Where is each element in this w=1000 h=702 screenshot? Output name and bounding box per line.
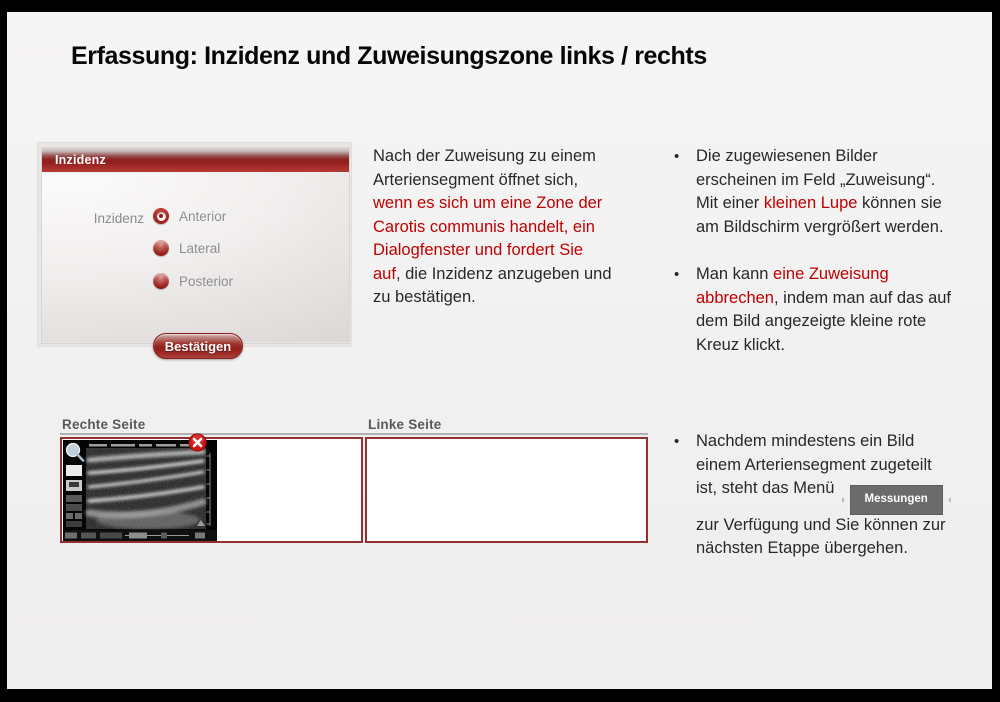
messungen-menu-label: Messungen: [864, 493, 928, 505]
bullet-marker: •: [674, 148, 680, 165]
text-segment-red: wenn es sich um eine Zone der: [373, 194, 603, 212]
text-line: [373, 286, 673, 310]
text-segment: erscheinen im Feld „Zuweisung“.: [696, 170, 936, 189]
text-segment: Nach der Zuweisung zu einem: [373, 147, 596, 165]
text-segment: am Bildschirm vergrößert werden.: [696, 217, 944, 236]
text-segment-red: kleinen Lupe: [763, 194, 858, 212]
toolbar-button: [100, 533, 122, 539]
radio-posterior[interactable]: [153, 273, 169, 289]
dialog-titlebar: [42, 148, 349, 173]
zone-header-underline: [60, 433, 648, 435]
text-segment: einem Arteriensegment zugeteilt: [696, 455, 932, 474]
text-line: [696, 216, 984, 240]
text-line: [696, 169, 984, 193]
text-line: [696, 192, 984, 216]
text-segment: ist, steht das Menü: [696, 479, 835, 497]
text-segment-red: eine Zuweisung: [773, 265, 889, 283]
bullet-item-cancel-assignment: [672, 263, 984, 357]
text-segment: können sie: [857, 194, 942, 212]
text-line: [696, 310, 984, 334]
text-segment: , indem man auf das auf: [773, 288, 952, 307]
radio-posterior-label: Posterior: [179, 273, 234, 289]
bullet-item-measurements-menu: [672, 430, 984, 561]
text-line: [696, 263, 984, 287]
text-segment: Die zugewiesenen Bilder: [696, 147, 878, 165]
option-row-lateral: [153, 239, 220, 257]
text-segment: Man kann: [696, 265, 774, 283]
option-row-posterior: [153, 272, 233, 290]
text-line: [373, 192, 673, 216]
disk-label: [69, 482, 79, 487]
incidence-dialog: [41, 147, 350, 354]
confirm-button[interactable]: [153, 333, 243, 359]
messungen-menu-button[interactable]: [851, 486, 942, 514]
radio-anterior[interactable]: [153, 208, 169, 224]
text-segment: dem Bild angezeigte kleine rote: [696, 312, 927, 330]
toolbar-button: [66, 513, 73, 519]
text-segment-red: Dialogfenster und fordert Sie: [373, 241, 584, 259]
text-line: [373, 263, 673, 287]
menu-arrow-right-icon: [945, 497, 951, 503]
incidence-dialog-screenshot: [38, 143, 351, 354]
ultrasound-thumbnail[interactable]: [63, 440, 217, 541]
text-segment: Mit einer: [696, 194, 764, 212]
right-side-header: Rechte Seite: [62, 417, 146, 432]
text-segment-red: abbrechen: [696, 288, 774, 307]
toolbar-button: [66, 465, 82, 476]
left-side-header: Linke Seite: [368, 417, 442, 432]
text-segment: Nachdem mindestens ein Bild: [696, 432, 915, 450]
toolbar-button: [66, 504, 82, 511]
text-line: [696, 537, 984, 561]
text-segment: nächsten Etappe übergehen.: [696, 539, 908, 557]
text-segment-red: auf: [373, 264, 396, 283]
toolbar-button: [195, 533, 205, 539]
text-segment: , die Inzidenz anzugeben und: [395, 264, 612, 283]
text-line: [373, 145, 673, 169]
cine-slider-handle[interactable]: [129, 533, 147, 539]
toolbar-button: [81, 533, 96, 539]
ultrasound-bottom-toolbar: [63, 530, 217, 541]
bullet-marker: •: [674, 266, 680, 283]
slide-title: Erfassung: Inzidenz und Zuweisungszone links / rechts: [71, 42, 707, 70]
toolbar-button: [161, 533, 167, 539]
toolbar-button: [66, 495, 82, 502]
text-line: [696, 334, 984, 358]
toolbar-button: [66, 521, 82, 527]
text-line: [696, 477, 984, 514]
text-segment: zu bestätigen.: [373, 288, 476, 306]
ultrasound-speckle: [86, 448, 206, 529]
text-line: [696, 145, 984, 169]
text-line: [696, 287, 984, 311]
radio-lateral-label: Lateral: [179, 240, 221, 256]
dialog-title: Inzidenz: [55, 153, 106, 167]
option-row-anterior: [153, 207, 226, 225]
text-segment: Arteriensegment öffnet sich,: [373, 170, 579, 189]
text-line: [373, 216, 673, 240]
bullet-list: [672, 145, 984, 561]
confirm-button-label: Bestätigen: [164, 339, 232, 354]
text-segment: Kreuz klickt.: [696, 335, 785, 354]
text-line: [696, 430, 984, 454]
explanation-paragraph: [373, 145, 673, 310]
bullet-item-assigned-images: [672, 145, 984, 239]
text-segment-red: Carotis communis handelt, ein: [373, 217, 595, 236]
left-side-zone[interactable]: [365, 437, 648, 543]
text-line: [373, 169, 673, 193]
bullet-marker: •: [674, 433, 680, 450]
menu-arrow-left-icon: [842, 497, 848, 503]
radio-lateral[interactable]: [153, 240, 169, 256]
toolbar-button: [65, 533, 77, 539]
text-line: [696, 454, 984, 478]
radio-anterior-label: Anterior: [179, 208, 227, 224]
text-line: [696, 514, 984, 538]
text-line: [373, 239, 673, 263]
toolbar-button: [75, 513, 82, 519]
incidence-field-label: Inzidenz: [93, 211, 144, 226]
text-segment: zur Verfügung und Sie können zur: [696, 515, 946, 534]
remove-assignment-icon[interactable]: [188, 433, 207, 452]
dialog-body: [42, 173, 349, 354]
